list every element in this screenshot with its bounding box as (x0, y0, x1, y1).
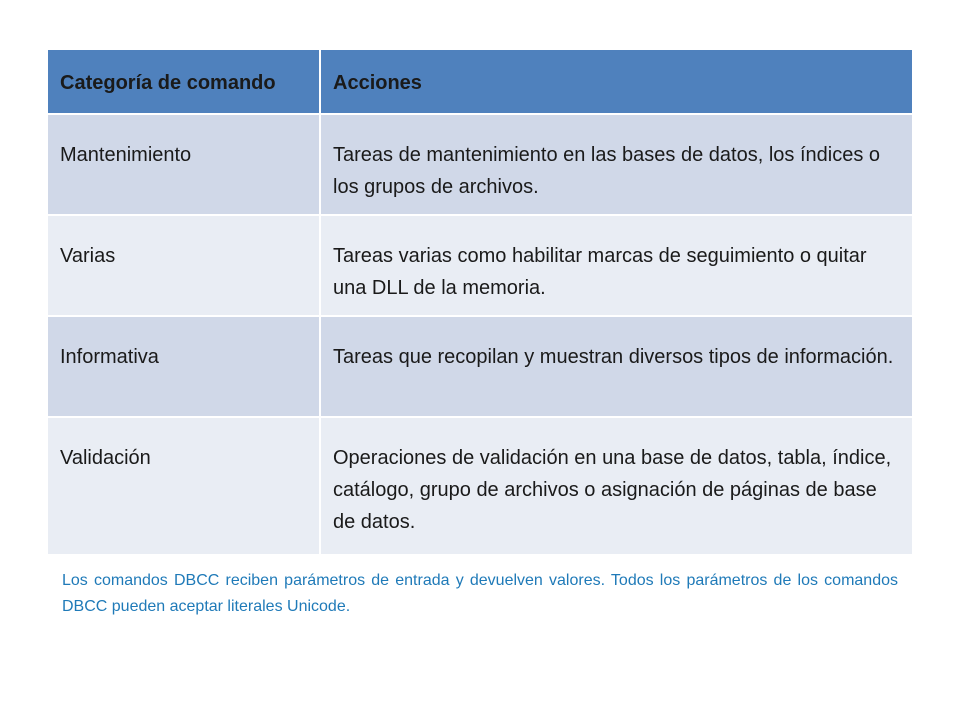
table-header-row (48, 50, 912, 114)
row-action: Tareas que recopilan y muestran diversos tipos de información. (320, 316, 912, 417)
row-category: Mantenimiento (48, 114, 320, 215)
table-row (48, 316, 912, 417)
dbcc-command-table (48, 50, 912, 556)
row-action: Tareas de mantenimiento en las bases de datos, los índices o los grupos de archivos. (320, 114, 912, 215)
row-category: Informativa (48, 316, 320, 417)
header-category: Categoría de comando (48, 50, 320, 114)
footnote-text: Los comandos DBCC reciben parámetros de entrada y devuelven valores. Todos los parámetros de los comandos DBCC pueden aceptar literales Unicode. (62, 572, 898, 615)
row-action: Operaciones de validación en una base de datos, tabla, índice, catálogo, grupo de archivos o asignación de páginas de base de datos. (320, 417, 912, 555)
table-row (48, 114, 912, 215)
row-category: Validación (48, 417, 320, 555)
header-actions: Acciones (320, 50, 912, 114)
row-category: Varias (48, 215, 320, 316)
table-row (48, 417, 912, 555)
table-row (48, 215, 912, 316)
row-action: Tareas varias como habilitar marcas de seguimiento o quitar una DLL de la memoria. (320, 215, 912, 316)
